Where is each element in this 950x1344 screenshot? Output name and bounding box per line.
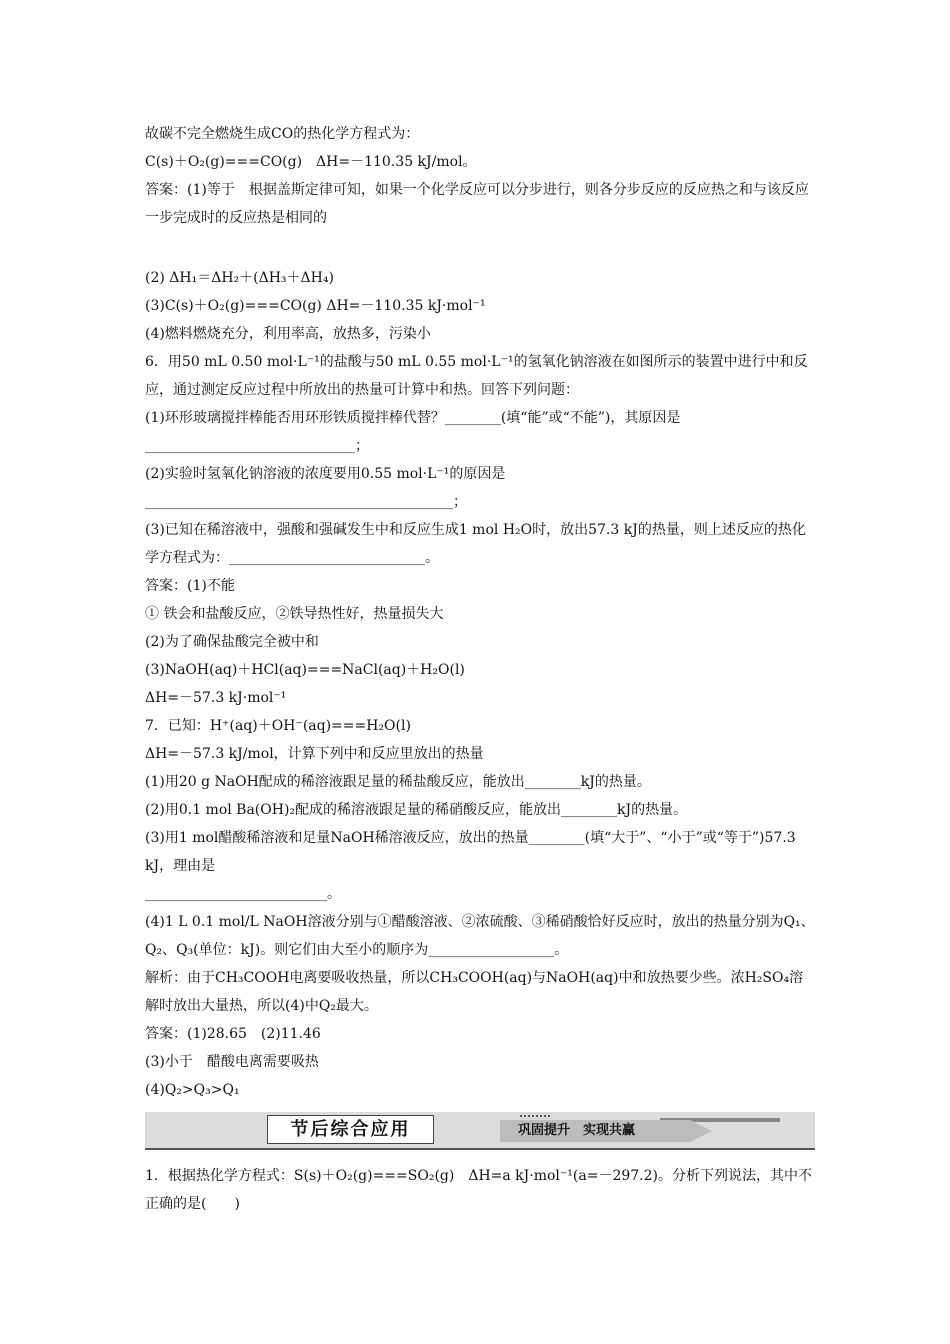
- text-line: C(s)＋O₂(g)===CO(g) ΔH=－110.35 kJ/mol。: [145, 154, 477, 170]
- text-line: (2)为了确保盐酸完全被中和: [145, 634, 319, 650]
- banner-arrow: [690, 1120, 712, 1142]
- question-1: 1．根据热化学方程式：S(s)＋O₂(g)===SO₂(g) ΔH=a kJ·mol⁻¹(a=－297.2)。分析下列说法，其中不正确的是( ): [145, 1168, 812, 1212]
- answer-paragraph: 答案：(1)等于 根据盖斯定律可知，如果一个化学反应可以分步进行，则各分步反应的反应热之和与该反应一步完成时的反应热是相同的: [145, 182, 809, 226]
- text-line: (4)Q₂>Q₃>Q₁: [145, 1082, 240, 1098]
- text-line: (3)小于 醋酸电离需要吸热: [145, 1054, 319, 1070]
- text-line: 答案：(1)不能: [145, 578, 235, 594]
- text-line: __________________________。: [145, 886, 341, 902]
- text-line: (1)用20 g NaOH配成的稀溶液跟足量的稀盐酸反应，能放出________kJ的热量。: [145, 774, 651, 790]
- text-line: 故碳不完全燃烧生成CO的热化学方程式为：: [145, 126, 420, 142]
- question-6-part-3: (3)已知在稀溶液中，强酸和强碱发生中和反应生成1 mol H₂O时，放出57.3 kJ的热量，则上述反应的热化学方程式为：____________________________。: [145, 522, 806, 566]
- text-line: (2) ΔH₁＝ΔH₂＋(ΔH₃＋ΔH₄): [145, 270, 334, 286]
- question-7-part-3: (3)用1 mol醋酸稀溶液和足量NaOH稀溶液反应，放出的热量________(填“大于”、“小于”或“等于”)57.3 kJ，理由是: [145, 830, 796, 874]
- text-line: ① 铁会和盐酸反应，②铁导热性好，热量损失大: [145, 606, 444, 622]
- question-6: 6．用50 mL 0.50 mol·L⁻¹的盐酸与50 mL 0.55 mol·L⁻¹的氢氧化钠溶液在如图所示的装置中进行中和反应，通过测定反应过程中所放出的热量可计算中和热。回答下列问题：: [145, 354, 808, 398]
- question-6-part-2: (2)实验时氢氧化钠溶液的浓度要用0.55 mol·L⁻¹的原因是____________________________________________；: [145, 466, 506, 510]
- text-line: (3)NaOH(aq)＋HCl(aq)===NaCl(aq)＋H₂O(l): [145, 662, 465, 678]
- question-7-part-4: (4)1 L 0.1 mol/L NaOH溶液分别与①醋酸溶液、②浓硫酸、③稀硝酸恰好反应时，放出的热量分别为Q₁、Q₂、Q₃(单位：kJ)。则它们由大至小的顺序为__________________。: [145, 914, 815, 958]
- section-banner: [145, 1112, 815, 1150]
- banner-subtitle: 巩固提升 实现共赢: [500, 1120, 690, 1142]
- analysis-paragraph: 解析：由于CH₃COOH电离要吸收热量，所以CH₃COOH(aq)与NaOH(aq)中和放热要少些。浓H₂SO₄溶解时放出大量热，所以(4)中Q₂最大。: [145, 970, 804, 1014]
- document-body: [145, 120, 815, 1218]
- text-line: ΔH=－57.3 kJ/mol，计算下列中和反应里放出的热量: [145, 746, 484, 762]
- banner-dots: [520, 1115, 550, 1120]
- text-line: (2)用0.1 mol Ba(OH)₂配成的稀溶液跟足量的稀硝酸反应，能放出________kJ的热量。: [145, 802, 688, 818]
- spacer: [145, 232, 815, 264]
- text-line: (3)C(s)＋O₂(g)===CO(g) ΔH=－110.35 kJ·mol⁻¹: [145, 298, 486, 314]
- text-line: ΔH=－57.3 kJ·mol⁻¹: [145, 690, 287, 706]
- question-6-part-1: (1)环形玻璃搅拌棒能否用环形铁质搅拌棒代替？________(填“能”或“不能”)，其原因是______________________________；: [145, 410, 681, 454]
- banner-title: 节后综合应用: [267, 1115, 434, 1144]
- question-7: 7．已知：H⁺(aq)＋OH⁻(aq)===H₂O(l): [145, 718, 411, 734]
- text-line: 答案：(1)28.65 (2)11.46: [145, 1026, 321, 1042]
- text-line: (4)燃料燃烧充分，利用率高，放热多，污染小: [145, 326, 431, 342]
